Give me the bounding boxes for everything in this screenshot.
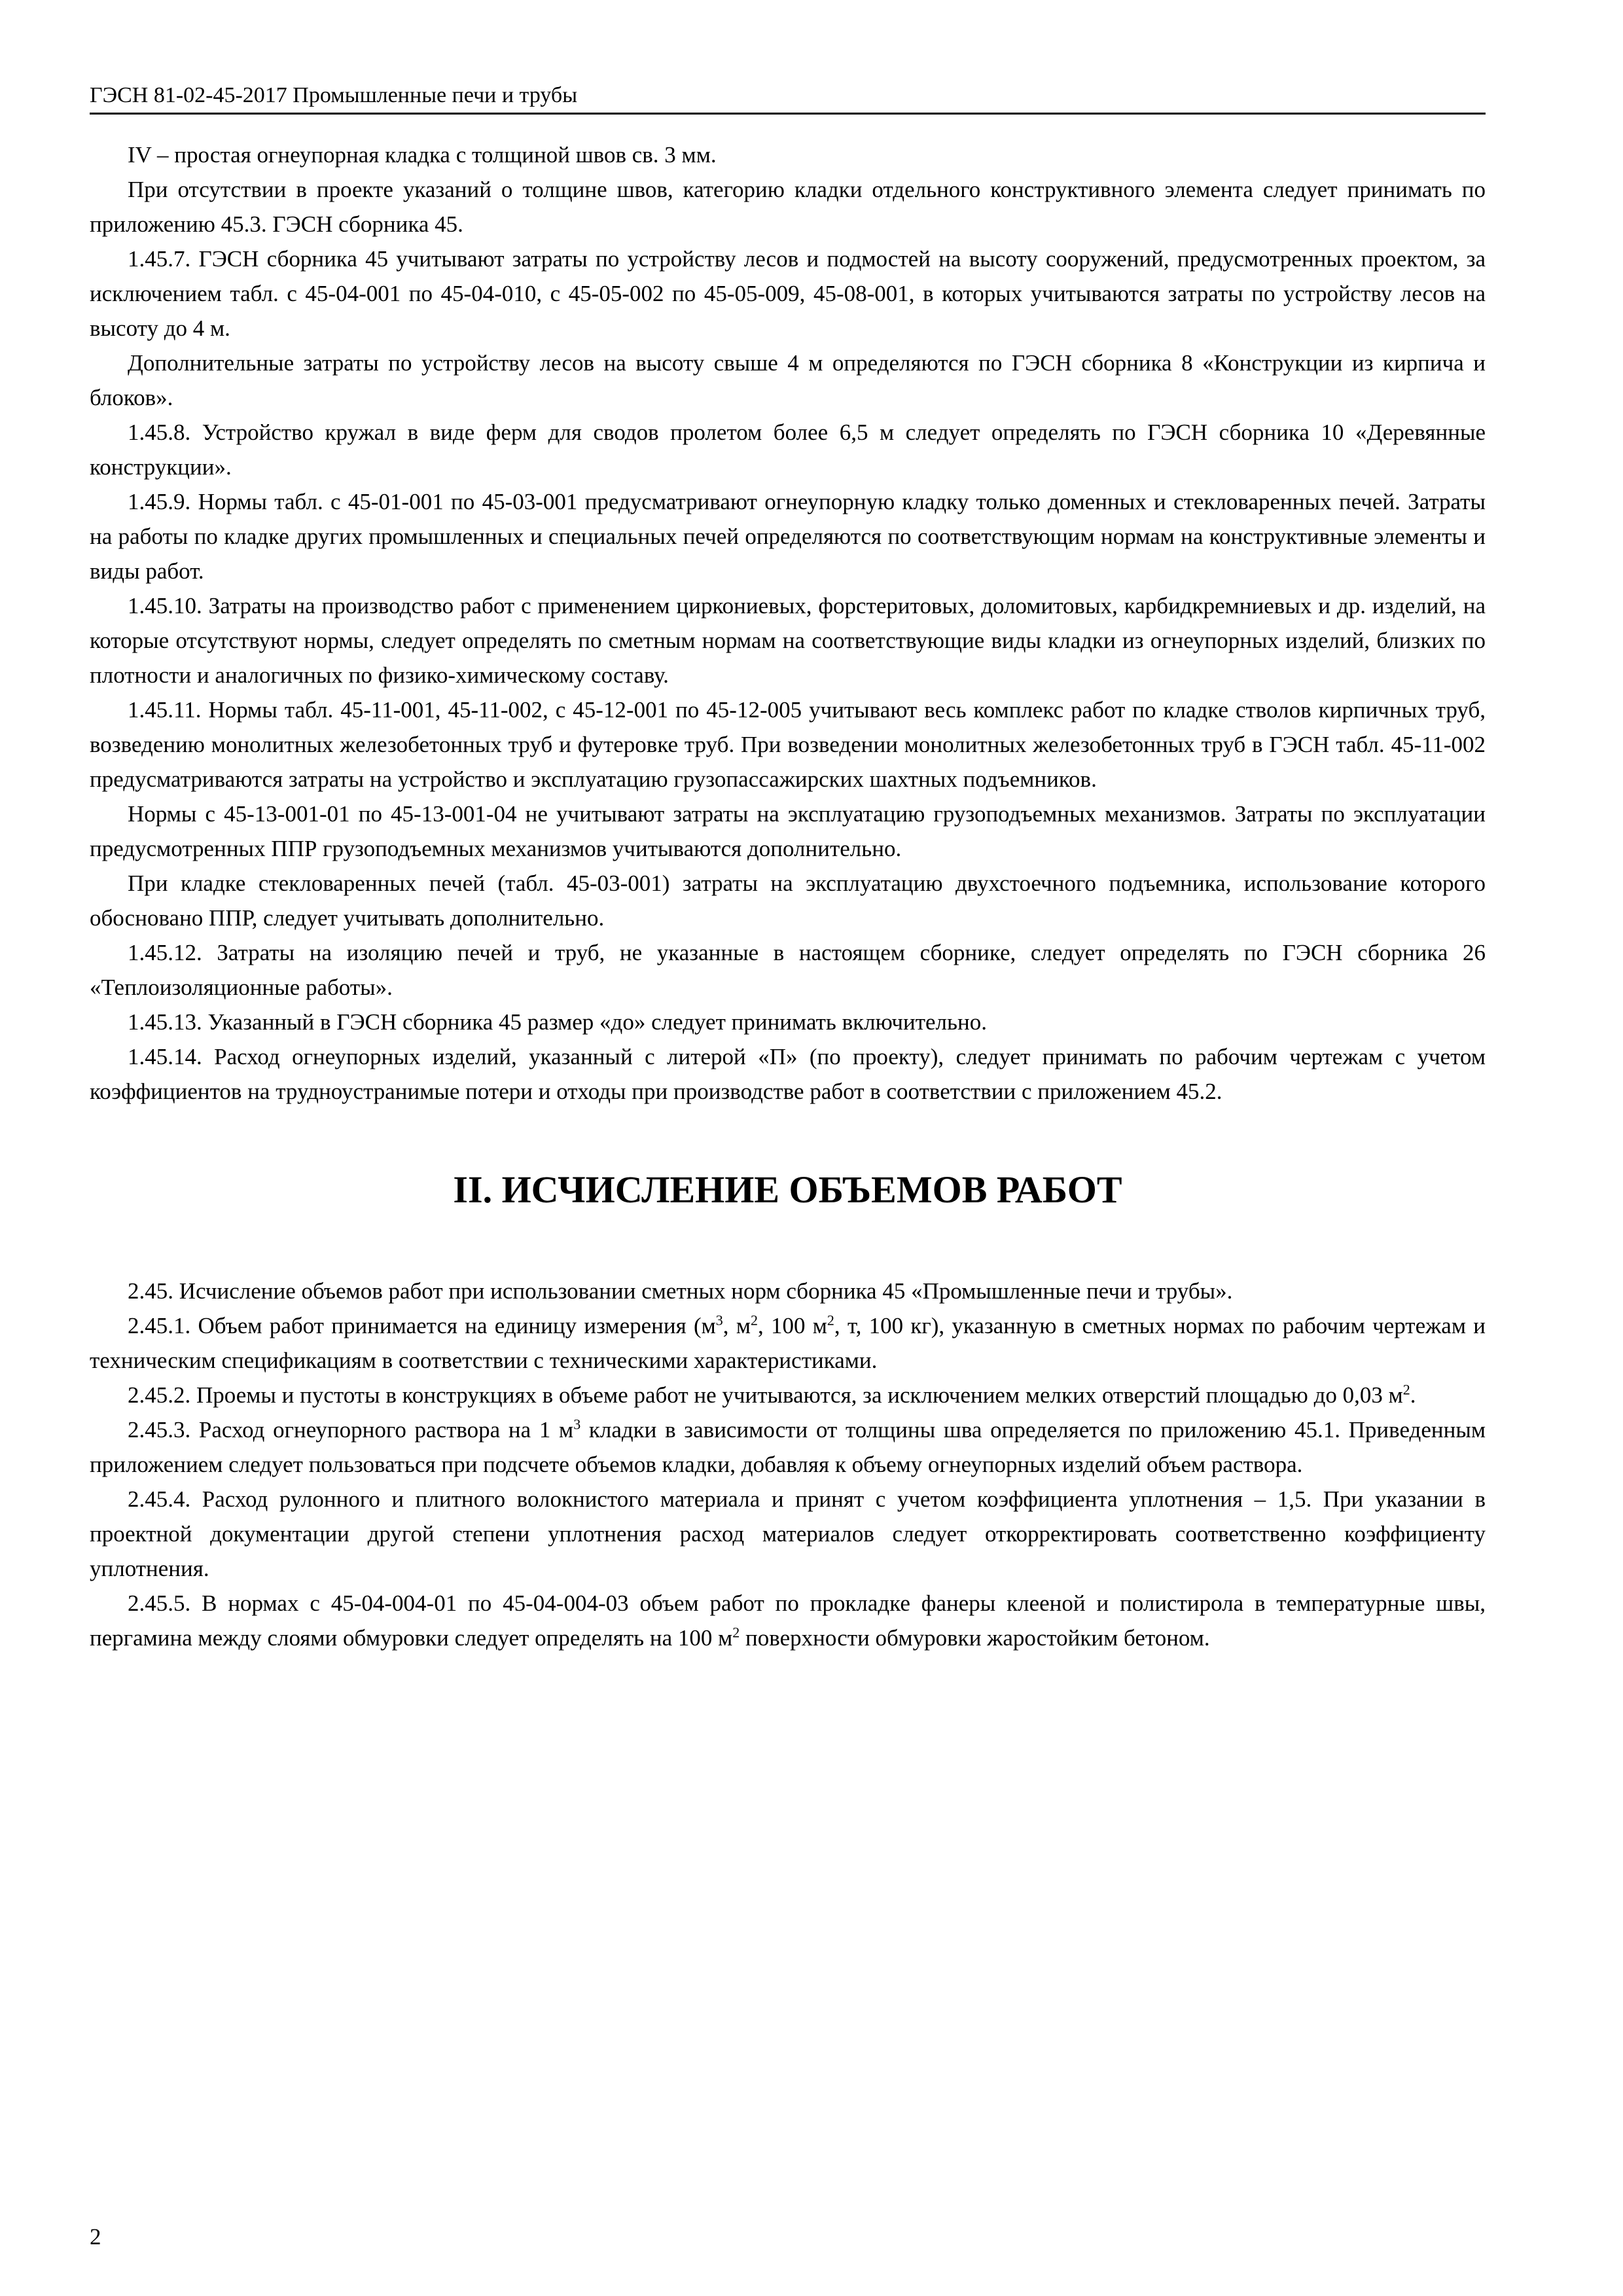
document-body xyxy=(90,137,1486,1655)
paragraph: 1.45.9. Нормы табл. с 45-01-001 по 45-03-001 предусматривают огнеупорную кладку только доменных и стекловаренных печей. Затраты на работы по кладке других промышленных и специальных печей определяются по соответствующим нормам на конструктивные элементы и виды работ. xyxy=(90,489,1486,584)
text-run: поверхности обмуровки жаростойким бетоном. xyxy=(740,1625,1210,1651)
paragraph: 2.45. Исчисление объемов работ при использовании сметных норм сборника 45 «Промышленные печи и трубы». xyxy=(128,1278,1233,1304)
superscript: 3 xyxy=(715,1312,723,1329)
paragraph: 1.45.14. Расход огнеупорных изделий, указанный с литерой «П» (по проекту), следует принимать по рабочим чертежам с учетом коэффициентов на трудноустранимые потери и отходы при производстве работ в соответствии с приложением 45.2. xyxy=(90,1044,1486,1104)
paragraph: При отсутствии в проекте указаний о толщине швов, категорию кладки отдельного конструктивного элемента следует принимать по приложению 45.3. ГЭСН сборника 45. xyxy=(90,177,1486,237)
section-general-provisions xyxy=(90,137,1486,1109)
paragraph: Дополнительные затраты по устройству лесов на высоту свыше 4 м определяются по ГЭСН сборника 8 «Конструкции из кирпича и блоков». xyxy=(90,350,1486,410)
superscript: 3 xyxy=(573,1416,581,1433)
paragraph: Нормы с 45-13-001-01 по 45-13-001-04 не учитывают затраты на эксплуатацию грузоподъемных механизмов. Затраты по эксплуатации предусмотренных ППР грузоподъемных механизмов учитываются дополнительно. xyxy=(90,801,1486,861)
page-header xyxy=(90,73,1486,115)
paragraph xyxy=(90,1378,1486,1412)
paragraph: 1.45.11. Нормы табл. 45-11-001, 45-11-002, с 45-12-001 по 45-12-005 учитывают весь комплекс работ по кладке стволов кирпичных труб, возведению монолитных железобетонных труб и футеровке труб. При возведении монолитных железобетонных труб в ГЭСН табл. 45-11-002 предусматриваются затраты на устройство и эксплуатацию грузопассажирских шахтных подъемников. xyxy=(90,697,1486,792)
text-run: . xyxy=(1410,1382,1416,1408)
paragraph xyxy=(90,1308,1486,1378)
document-title: ГЭСН 81-02-45-2017 Промышленные печи и трубы xyxy=(90,83,578,107)
text-run: , м xyxy=(722,1313,751,1338)
paragraph: 1.45.12. Затраты на изоляцию печей и труб, не указанные в настоящем сборнике, следует определять по ГЭСН сборника 26 «Теплоизоляционные работы». xyxy=(90,940,1486,1000)
text-run: , т, 100 кг), указанную в сметных нормах по рабочим чертежам и техническим спецификациям в соответствии с техническими характеристиками. xyxy=(90,1313,1486,1373)
paragraph: 1.45.13. Указанный в ГЭСН сборника 45 размер «до» следует принимать включительно. xyxy=(128,1009,987,1035)
paragraph xyxy=(90,1412,1486,1482)
superscript: 2 xyxy=(732,1624,740,1641)
page-number: 2 xyxy=(90,2224,101,2250)
text-run: 2.45.2. Проемы и пустоты в конструкциях в объеме работ не учитываются, за исключением мелких отверстий площадью до 0,03 м xyxy=(128,1382,1403,1408)
section-volume-calculation xyxy=(90,1166,1486,1655)
paragraph: 1.45.10. Затраты на производство работ с применением циркониевых, форстеритовых, доломитовых, карбидкремниевых и др. изделий, на которые отсутствуют нормы, следует определять по сметным нормам на соответствующие виды кладки из огнеупорных изделий, близких по плотности и аналогичных по физико-химическому составу. xyxy=(90,593,1486,688)
text-run: 2.45.5. В нормах с 45-04-004-01 по 45-04-004-03 объем работ по прокладке фанеры клееной и полистирола в температурные швы, пергамина между слоями обмуровки следует определять на 100 м xyxy=(90,1590,1486,1651)
superscript: 2 xyxy=(827,1312,834,1329)
section-heading-wrap xyxy=(90,1166,1486,1213)
paragraph: 1.45.8. Устройство кружал в виде ферм для сводов пролетом более 6,5 м следует определять по ГЭСН сборника 10 «Деревянные конструкции». xyxy=(90,420,1486,480)
text-run: , 100 м xyxy=(757,1313,827,1338)
paragraph xyxy=(90,1586,1486,1655)
paragraph: IV – простая огнеупорная кладка с толщиной швов св. 3 мм. xyxy=(128,142,717,168)
superscript: 2 xyxy=(750,1312,758,1329)
text-run: кладки в зависимости от толщины шва определяется по приложению 45.1. Приведенным приложением следует пользоваться при подсчете объемов кладки, добавляя к объему огнеупорных изделий объем раствора. xyxy=(90,1417,1486,1477)
superscript: 2 xyxy=(1402,1381,1410,1398)
paragraph: При кладке стекловаренных печей (табл. 45-03-001) затраты на эксплуатацию двухстоечного подъемника, использование которого обосновано ППР, следует учитывать дополнительно. xyxy=(90,870,1486,931)
paragraph: 2.45.4. Расход рулонного и плитного волокнистого материала и принят с учетом коэффициента уплотнения – 1,5. При указании в проектной документации другой степени уплотнения расход материалов следует откорректировать соответственно коэффициенту уплотнения. xyxy=(90,1486,1486,1581)
paragraph: 1.45.7. ГЭСН сборника 45 учитывают затраты по устройству лесов и подмостей на высоту сооружений, предусмотренных проектом, за исключением табл. с 45-04-001 по 45-04-010, с 45-05-002 по 45-05-009, 45-08-001, в которых учитываются затраты по устройству лесов на высоту до 4 м. xyxy=(90,246,1486,341)
text-run: 2.45.3. Расход огнеупорного раствора на 1 м xyxy=(128,1417,574,1443)
text-run: 2.45.1. Объем работ принимается на единицу измерения (м xyxy=(128,1313,716,1338)
section-heading: II. ИСЧИСЛЕНИЕ ОБЪЕМОВ РАБОТ xyxy=(453,1168,1122,1211)
